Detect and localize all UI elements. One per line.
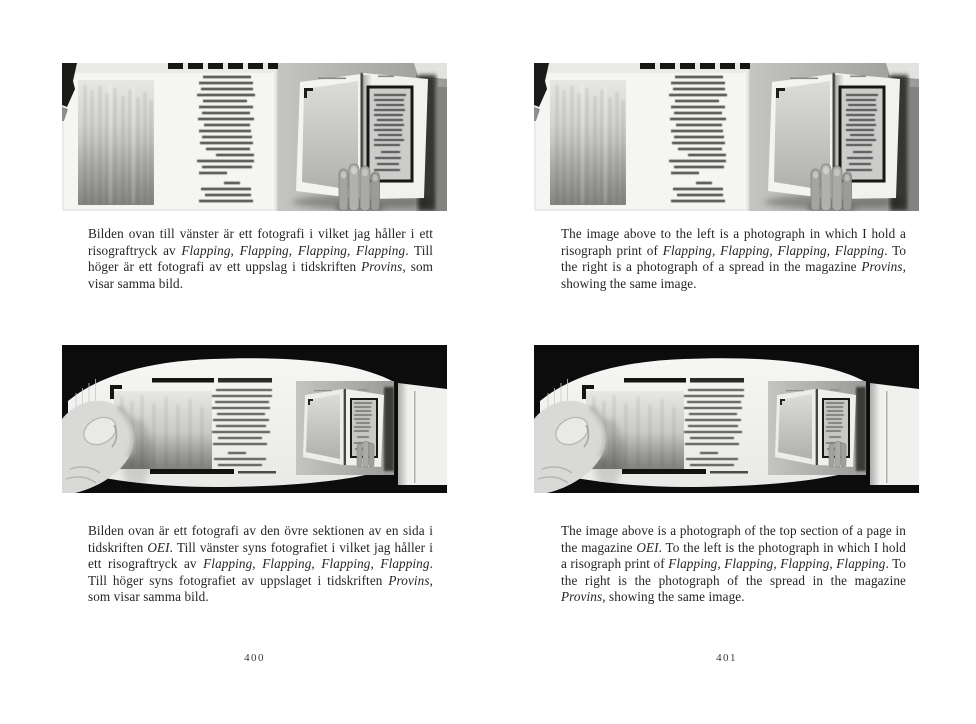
figure-oei-page-right	[534, 345, 919, 493]
caption-italic-magazine: Provins	[561, 589, 603, 605]
caption-italic-magazine: OEI	[147, 539, 170, 555]
page-number-left: 400	[244, 652, 265, 664]
caption-text-segment: Bilden ovan är ett fotografi av den övre sektionen av en sida i tidskriften	[88, 523, 433, 555]
caption-text-segment: Bilden ovan till vänster är ett fotografi i vilket jag håller i ett risograftryck av	[88, 226, 433, 258]
page-number-right: 401	[716, 652, 737, 664]
caption-text-segment: . Till vänster syns fotografiet i vilket jag håller i ett risograftryck av	[88, 539, 433, 572]
caption-bottom-right-english	[561, 523, 906, 606]
caption-text-segment: . To the left is the photograph in which I hold a risograph print of	[561, 539, 906, 572]
caption-text-segment: , showing the same image.	[561, 259, 906, 291]
caption-text-segment: , som visar samma bild.	[88, 572, 433, 605]
caption-text-segment: The image above to the left is a photograph in which I hold a risograph print of	[561, 226, 906, 258]
figure-print-and-provins-right	[534, 63, 919, 211]
photo-oei-magazine-page	[62, 345, 447, 493]
caption-italic-title: Flapping, Flapping, Flapping, Flapping	[668, 556, 886, 572]
caption-top-right-english	[561, 226, 906, 292]
caption-italic-title: Flapping, Flapping, Flapping, Flapping	[662, 242, 885, 258]
caption-top-left-swedish	[88, 226, 433, 292]
figure-print-and-provins-left	[62, 63, 447, 211]
caption-italic-magazine: Provins	[861, 259, 903, 275]
caption-italic-magazine: OEI	[636, 539, 659, 555]
caption-text-segment: , som visar samma bild.	[88, 259, 434, 291]
caption-bottom-left-swedish	[88, 523, 433, 606]
caption-italic-magazine: Provins	[388, 572, 430, 588]
caption-italic-title: Flapping, Flapping, Flapping, Flapping	[181, 242, 406, 258]
caption-text-segment: The image above is a photograph of the top section of a page in the magazine	[561, 523, 906, 555]
caption-text-segment: , showing the same image.	[602, 589, 745, 605]
photo-risograph-and-provins	[534, 63, 919, 211]
page-right	[488, 0, 976, 724]
caption-text-segment: . Till höger syns fotografiet av uppslaget i tidskriften	[88, 556, 433, 588]
photo-oei-magazine-page	[534, 345, 919, 493]
caption-text-segment: . To the right is a photograph of a spread in the magazine	[561, 242, 907, 275]
caption-text-segment: . Till höger är ett fotografi av ett uppslag i tidskriften	[88, 242, 433, 275]
caption-italic-magazine: Provins	[361, 259, 403, 275]
caption-italic-title: Flapping, Flapping, Flapping, Flapping	[203, 556, 430, 572]
photo-risograph-and-provins	[62, 63, 447, 211]
figure-oei-page-left	[62, 345, 447, 493]
caption-text-segment: . To the right is the photograph of the spread in the magazine	[561, 556, 907, 588]
